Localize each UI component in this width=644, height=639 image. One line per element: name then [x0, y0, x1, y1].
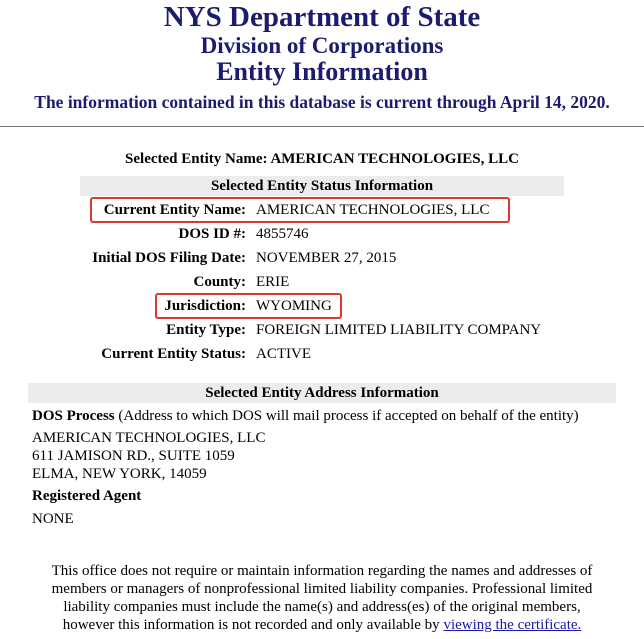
- field-label: DOS ID #:: [178, 226, 246, 242]
- notice-line: members or managers of nonprofessional limited liability companies. Professional limited: [51, 581, 593, 597]
- selected-entity-value: AMERICAN TECHNOLOGIES, LLC: [270, 151, 519, 167]
- database-currency-note: The information contained in this database is current through April 14, 2020.: [34, 92, 610, 112]
- dos-process-address: [32, 429, 265, 483]
- notice-line-text: however this information is not recorded and only available by: [62, 617, 440, 633]
- address-section-heading: Selected Entity Address Information: [28, 383, 616, 403]
- notice-line: liability companies must include the name(s) and address(es) of the original members,: [63, 599, 581, 615]
- selected-entity-name: [0, 149, 644, 169]
- section-title: Entity Information: [216, 57, 428, 86]
- field-initial-filing-date: [0, 247, 644, 269]
- registered-agent-value: NONE: [32, 511, 74, 527]
- highlight-box-jurisdiction: [155, 293, 342, 319]
- registered-agent-label: Registered Agent: [32, 488, 142, 504]
- page-title: NYS Department of State: [163, 1, 481, 33]
- field-value: ACTIVE: [256, 346, 311, 362]
- division-title: Division of Corporations: [200, 33, 444, 58]
- field-value: ERIE: [256, 274, 290, 290]
- field-entity-type: [0, 319, 644, 341]
- notice-line: [22, 616, 622, 634]
- address-line: AMERICAN TECHNOLOGIES, LLC: [32, 430, 266, 446]
- field-label: Current Entity Name:: [103, 202, 246, 218]
- field-label: County:: [193, 274, 246, 290]
- field-label: Jurisdiction:: [164, 298, 246, 314]
- address-line: 611 JAMISON RD., SUITE 1059: [32, 448, 235, 464]
- dos-process-line: [32, 406, 579, 426]
- dos-process-label: DOS Process: [32, 408, 115, 424]
- field-dos-id: [0, 223, 644, 245]
- address-line: ELMA, NEW YORK, 14059: [32, 466, 207, 482]
- field-label: Current Entity Status:: [101, 346, 246, 362]
- dos-process-note: (Address to which DOS will mail process if accepted on behalf of the entity): [118, 408, 579, 424]
- field-entity-status: [0, 343, 644, 365]
- header-divider: [0, 126, 644, 127]
- status-section-heading: Selected Entity Status Information: [80, 176, 564, 196]
- field-value: AMERICAN TECHNOLOGIES, LLC: [256, 202, 490, 218]
- field-value: FOREIGN LIMITED LIABILITY COMPANY: [256, 322, 542, 338]
- highlight-box-entity-name: [90, 197, 510, 223]
- llc-notice: [22, 562, 622, 634]
- view-certificate-link[interactable]: viewing the certificate.: [443, 617, 582, 633]
- field-label: Initial DOS Filing Date:: [92, 250, 246, 266]
- field-label: Entity Type:: [166, 322, 246, 338]
- field-value: WYOMING: [256, 298, 332, 314]
- selected-entity-label: Selected Entity Name:: [125, 151, 268, 167]
- field-county: [0, 271, 644, 293]
- field-value: NOVEMBER 27, 2015: [256, 250, 397, 266]
- field-value: 4855746: [256, 226, 309, 242]
- notice-line: This office does not require or maintain information regarding the names and addresses of: [51, 563, 593, 579]
